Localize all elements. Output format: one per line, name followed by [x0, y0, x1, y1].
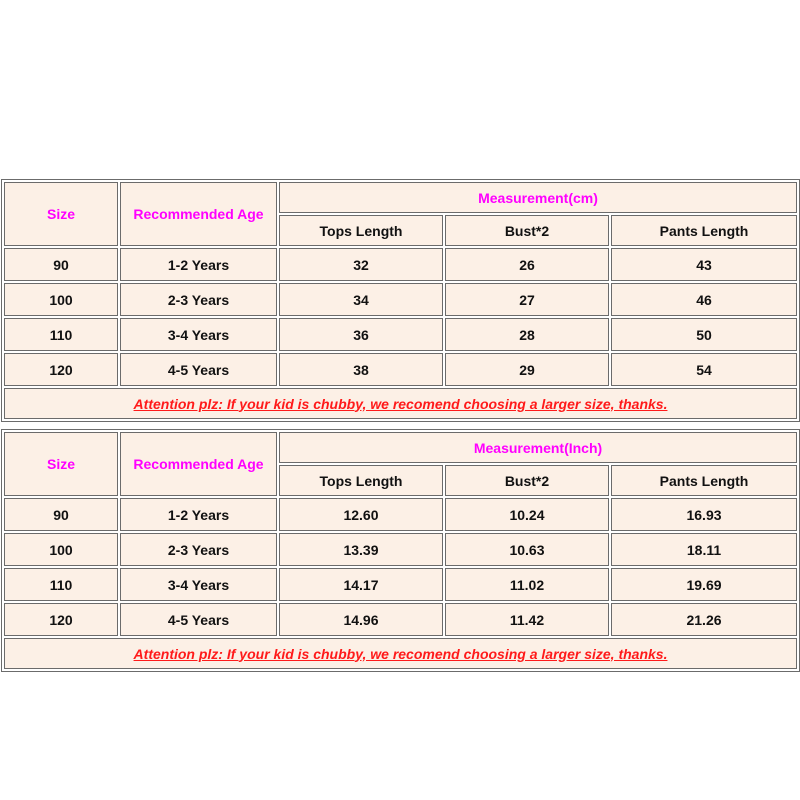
tops-length-cell: 14.17: [279, 568, 443, 601]
table-row: [4, 533, 797, 566]
size-cell: 90: [4, 248, 118, 281]
tops-length-cell: 36: [279, 318, 443, 351]
bust-cell: 27: [445, 283, 609, 316]
table-row: [4, 318, 797, 351]
bust-cell: 10.63: [445, 533, 609, 566]
attention-note: Attention plz: If your kid is chubby, we recomend choosing a larger size, thanks.: [4, 388, 797, 419]
tops-length-cell: 38: [279, 353, 443, 386]
attention-note: Attention plz: If your kid is chubby, we recomend choosing a larger size, thanks.: [4, 638, 797, 669]
size-table-cm: [1, 179, 800, 422]
tops-length-cell: 13.39: [279, 533, 443, 566]
age-cell: 1-2 Years: [120, 498, 277, 531]
size-table-inch: [1, 429, 800, 672]
size-header: Size: [4, 182, 118, 246]
pants-length-cell: 43: [611, 248, 797, 281]
table-row: [4, 498, 797, 531]
tops-length-header: Tops Length: [279, 215, 443, 246]
pants-length-cell: 18.11: [611, 533, 797, 566]
table-row: [4, 248, 797, 281]
tops-length-cell: 32: [279, 248, 443, 281]
table-row: [4, 603, 797, 636]
size-cell: 90: [4, 498, 118, 531]
table-row: [4, 283, 797, 316]
size-cell: 100: [4, 533, 118, 566]
table-row: [4, 353, 797, 386]
age-cell: 3-4 Years: [120, 568, 277, 601]
table-row: [4, 568, 797, 601]
pants-length-cell: 21.26: [611, 603, 797, 636]
age-cell: 2-3 Years: [120, 283, 277, 316]
bust-header: Bust*2: [445, 465, 609, 496]
bust-cell: 28: [445, 318, 609, 351]
age-cell: 2-3 Years: [120, 533, 277, 566]
size-cell: 120: [4, 353, 118, 386]
bust-cell: 10.24: [445, 498, 609, 531]
bust-cell: 29: [445, 353, 609, 386]
recommended-age-header: Recommended Age: [120, 182, 277, 246]
measurement-inch-header: Measurement(Inch): [279, 432, 797, 463]
size-cell: 120: [4, 603, 118, 636]
tops-length-cell: 34: [279, 283, 443, 316]
pants-length-cell: 19.69: [611, 568, 797, 601]
bust-header: Bust*2: [445, 215, 609, 246]
pants-length-cell: 46: [611, 283, 797, 316]
pants-length-cell: 16.93: [611, 498, 797, 531]
pants-length-header: Pants Length: [611, 465, 797, 496]
bust-cell: 11.42: [445, 603, 609, 636]
pants-length-cell: 54: [611, 353, 797, 386]
recommended-age-header: Recommended Age: [120, 432, 277, 496]
bust-cell: 26: [445, 248, 609, 281]
size-header: Size: [4, 432, 118, 496]
size-cell: 110: [4, 568, 118, 601]
measurement-cm-header: Measurement(cm): [279, 182, 797, 213]
pants-length-header: Pants Length: [611, 215, 797, 246]
age-cell: 1-2 Years: [120, 248, 277, 281]
size-cell: 100: [4, 283, 118, 316]
tops-length-cell: 14.96: [279, 603, 443, 636]
tops-length-cell: 12.60: [279, 498, 443, 531]
tops-length-header: Tops Length: [279, 465, 443, 496]
bust-cell: 11.02: [445, 568, 609, 601]
size-cell: 110: [4, 318, 118, 351]
age-cell: 3-4 Years: [120, 318, 277, 351]
age-cell: 4-5 Years: [120, 603, 277, 636]
pants-length-cell: 50: [611, 318, 797, 351]
age-cell: 4-5 Years: [120, 353, 277, 386]
